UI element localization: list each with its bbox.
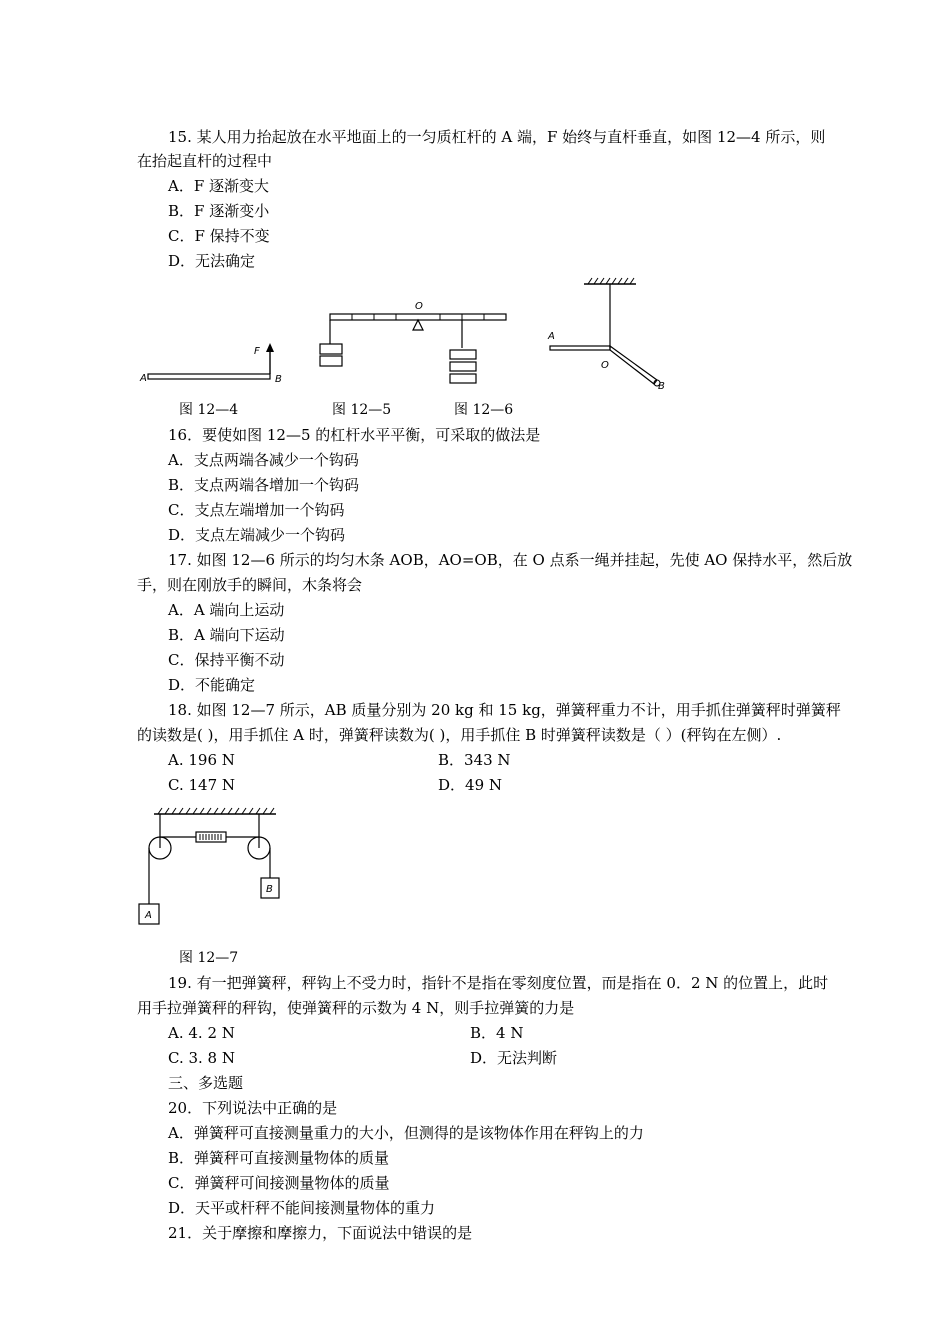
fig6-label-o: O [601,360,609,371]
fig4-label-a: A [140,373,147,384]
fig6-label-a: A [548,331,555,342]
q16-option-d: D．支点左端减少一个钩码 [168,526,346,544]
q20-option-a: A．弹簧秤可直接测量重力的大小，但测得的是该物体作用在秤钩上的力 [168,1124,644,1142]
figure-12-5 [312,296,512,392]
q20-line1: 20．下列说法中正确的是 [168,1099,338,1117]
fig6-label-b: B [658,381,665,392]
q16-option-b: B．支点两端各增加一个钩码 [168,476,360,494]
q15-option-d: D．无法确定 [168,252,256,270]
q20-option-b: B．弹簧秤可直接测量物体的质量 [168,1149,390,1167]
q15-line1: 15. 某人用力抬起放在水平地面上的一匀质杠杆的 A 端，F 始终与直杆垂直，如图 12—4 所示，则 [168,128,826,146]
q19-option-c: C. 3. 8 N [168,1049,235,1067]
q18-line2: 的读数是( )，用手抓住 A 时，弹簧秤读数为( )，用手抓住 B 时弹簧秤读数是（ ）(秤钩在左侧）. [137,726,782,744]
caption-fig-12-5: 图 12—5 [332,402,392,418]
q16-option-c: C．支点左端增加一个钩码 [168,501,345,519]
figure-12-7 [134,806,284,930]
fig7-label-b: B [266,884,273,895]
q19-option-d: D．无法判断 [470,1049,558,1067]
q19-option-b: B．4 N [470,1024,524,1042]
q20-option-c: C．弹簧秤可间接测量物体的质量 [168,1174,390,1192]
q18-line1: 18. 如图 12—7 所示，AB 质量分别为 20 kg 和 15 kg，弹簧秤重力不计，用手抓住弹簧秤时弹簧秤 [168,701,841,719]
q17-option-a: A．A 端向上运动 [168,601,285,619]
caption-fig-12-7: 图 12—7 [179,950,239,966]
q15-option-c: C．F 保持不变 [168,227,270,245]
caption-fig-12-4: 图 12—4 [179,402,239,418]
q17-line1: 17. 如图 12—6 所示的均匀木条 AOB，AO=OB，在 O 点系一绳并挂起，先使 AO 保持水平，然后放 [168,551,853,569]
q16-line1: 16．要使如图 12—5 的杠杆水平平衡，可采取的做法是 [168,426,541,444]
q15-option-b: B．F 逐渐变小 [168,202,270,220]
fig7-label-a: A [145,910,152,921]
q15-option-a: A．F 逐渐变大 [168,177,270,195]
q18-option-c: C. 147 N [168,776,236,794]
q18-option-a: A. 196 N [168,751,235,769]
q18-option-d: D．49 N [438,776,503,794]
q15-line2: 在抬起直杆的过程中 [137,152,273,170]
q21-line1: 21．关于摩擦和摩擦力，下面说法中错误的是 [168,1224,473,1242]
q17-option-b: B．A 端向下运动 [168,626,285,644]
figure-12-6 [544,276,674,392]
q19-line1: 19. 有一把弹簧秤，秤钩上不受力时，指针不是指在零刻度位置，而是指在 0．2 N 的位置上，此时 [168,974,829,992]
q19-option-a: A. 4. 2 N [168,1024,235,1042]
figure-12-4 [136,338,296,390]
fig4-label-f: F [254,346,260,357]
q20-option-d: D．天平或杆秤不能间接测量物体的重力 [168,1199,436,1217]
q17-option-d: D．不能确定 [168,676,256,694]
q17-line2: 手，则在刚放手的瞬间，木条将会 [137,576,363,594]
q16-option-a: A．支点两端各减少一个钩码 [168,451,359,469]
fig5-label-o: O [415,301,423,312]
section-heading-multiple-choice: 三、多选题 [168,1074,244,1092]
caption-fig-12-6: 图 12—6 [454,402,514,418]
q19-line2: 用手拉弹簧秤的秤钩，使弹簧秤的示数为 4 N，则手拉弹簧的力是 [137,999,575,1017]
fig4-label-b: B [275,374,282,385]
q18-option-b: B．343 N [438,751,511,769]
q17-option-c: C．保持平衡不动 [168,651,285,669]
